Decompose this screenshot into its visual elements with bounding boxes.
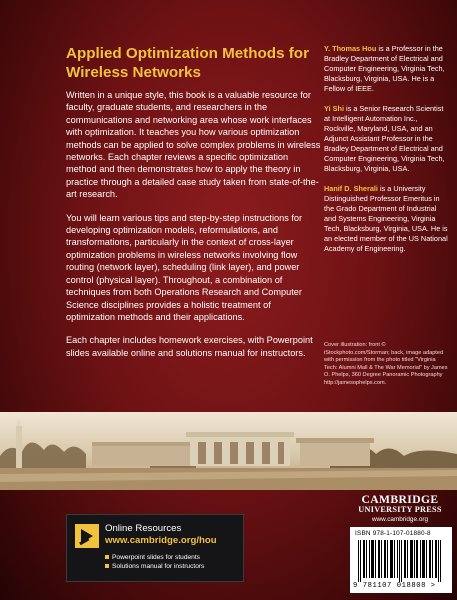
resources-url-link[interactable]: www.cambridge.org/hou <box>105 535 217 546</box>
campus-photo <box>0 412 457 490</box>
description-paragraph: Each chapter includes homework exercises, with Powerpoint slides available online and solutions manual for instructors. <box>66 335 313 358</box>
author-bio-text: is a Senior Research Scientist at Intelligent Automation Inc., Rockville, Maryland, USA, and an Adjunct Assistant Professor in the Bradley Department of Electrical and Computer Engineering, Virginia Tech, Blacksburg, Virginia, USA. <box>324 104 445 173</box>
author-bio <box>324 184 450 254</box>
publisher-subtitle: UNIVERSITY PRESS <box>358 505 442 514</box>
barcode-digits: 9 781107 018808 > <box>353 582 436 590</box>
resources-list-item: Solutions manual for instructors <box>105 562 204 571</box>
author-bio-text: is a Professor in the Bradley Department of Electrical and Computer Engineering, Virginia Tech, Blacksburg, Virginia, USA. He is a Fellow of IEEE. <box>324 44 445 93</box>
book-description <box>66 89 321 370</box>
author-name: Yi Shi <box>324 104 345 113</box>
book-title: Applied Optimization Methods for Wireless Networks <box>66 45 309 81</box>
arrow-icon <box>75 524 99 548</box>
resources-list-item: Powerpoint slides for students <box>105 553 204 562</box>
isbn-text: ISBN 978-1-107-01880-8 <box>355 530 431 537</box>
barcode-bars <box>356 540 446 582</box>
publisher-url: www.cambridge.org <box>371 516 429 523</box>
barcode <box>350 527 452 593</box>
author-name: Y. Thomas Hou <box>324 44 377 53</box>
publisher-name: CAMBRIDGE <box>361 493 439 506</box>
author-bios <box>324 44 450 264</box>
online-resources-box <box>66 514 244 582</box>
author-name: Hanif D. Sherali <box>324 184 378 193</box>
author-bio <box>324 44 450 94</box>
description-paragraph: You will learn various tips and step-by-step instructions for developing optimization models, reformulations, and transformations, particularly in the context of cross-layer optimization problems in wireless networks involving flow routing (network layer), scheduling (link layer), and power control (physical layer). Throughout, a combination of techniques from both Operations Research and Computer Science disciplines provides a holistic treatment of optimization methods and their applications. <box>66 212 303 322</box>
resources-list <box>105 553 204 571</box>
description-paragraph: Written in a unique style, this book is a valuable resource for faculty, graduate students, and researchers in the communications and networking area whose work interfaces with optimization. It teaches you how various optimization methods can be applied to solve complex problems in wireless networks. Each chapter reviews a specific optimization method and then demonstrates how to apply the theory in practice through a detailed case study taken from state-of-the-art research. <box>66 90 321 200</box>
author-bio <box>324 104 450 174</box>
campus-photo-illustration <box>0 412 457 490</box>
author-bio-text: is a University Distinguished Professor Emeritus in the Grado Department of Industrial and Systems Engineering, Virginia Tech, Blacksburg, Virginia, USA. He is an elected member of the US National Academy of Engineering. <box>324 184 448 253</box>
resources-title: Online Resources <box>105 523 182 534</box>
cover-credit: Cover illustration: front © iStockphoto.com/Storman; back, image adapted with permission from the photo titled "Virginia Tech: Alumni Mall & The War Memorial" by James O. Phelps, 360 Degree Panoramic Photography http://jamesophelps.com. <box>324 342 448 386</box>
publisher-logo <box>350 494 450 524</box>
